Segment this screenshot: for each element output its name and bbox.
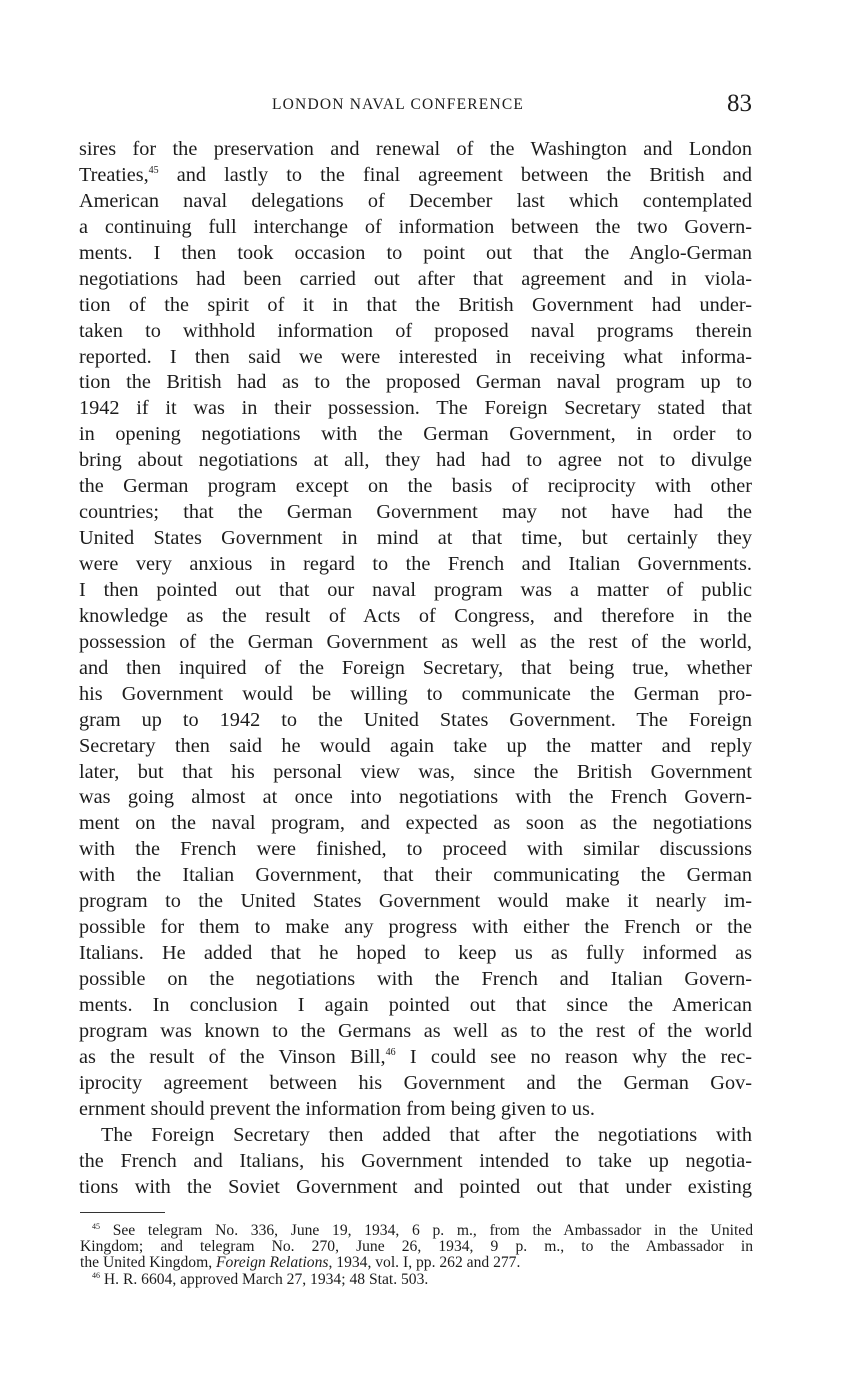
text-line: program to the United States Government would make it nearly im- bbox=[79, 890, 752, 913]
text-line: ernment should prevent the information from being given to us. bbox=[79, 1097, 595, 1120]
text-line: possession of the German Government as well as the rest of the world, bbox=[79, 630, 752, 653]
footnote-ref-45: 45 bbox=[148, 164, 159, 176]
text-line: in opening negotiations with the German Government, in order to bbox=[79, 423, 752, 446]
text-line: I then pointed out that our naval program was a matter of public bbox=[79, 578, 752, 601]
text-line: United States Government in mind at that time, but certainly they bbox=[79, 527, 752, 550]
footnotes bbox=[80, 1223, 753, 1288]
text-line: the German program except on the basis of reciprocity with other bbox=[79, 475, 752, 498]
text-line: tions with the Soviet Government and pointed out that under existing bbox=[79, 1175, 752, 1198]
publication-title: Foreign Relations bbox=[216, 1254, 329, 1272]
text-line: knowledge as the result of Acts of Congress, and therefore in the bbox=[79, 604, 752, 627]
text-line: program was known to the Germans as well as to the rest of the world bbox=[79, 1019, 752, 1042]
text-line: sires for the preservation and renewal of the Washington and London bbox=[79, 138, 752, 160]
footnote-text: , pp. 262 and 277. bbox=[408, 1254, 521, 1272]
text-line: with the French were finished, to proceed with similar discussions bbox=[79, 838, 752, 861]
text-fragment: as the result of the Vinson Bill, bbox=[79, 1045, 386, 1068]
footnote-text: H. R. 6604, approved March 27, 1934; 48 Stat. 503. bbox=[100, 1270, 429, 1288]
footnote-45-line: Kingdom; and telegram No. 270, June 26, 1934, 9 p. m., to the Ambassador in bbox=[80, 1238, 753, 1256]
footnote-divider bbox=[80, 1212, 165, 1213]
page-number: 83 bbox=[727, 90, 752, 117]
text-line: bring about negotiations at all, they had had to agree not to divulge bbox=[79, 449, 752, 472]
text-fragment: and lastly to the final agreement between the British and bbox=[158, 163, 752, 186]
footnote-text: See telegram No. 336, June 19, 1934, 6 p. m., from the Ambassador in the United bbox=[100, 1222, 753, 1239]
text-line: The Foreign Secretary then added that after the negotiations with bbox=[101, 1123, 752, 1146]
text-line: possible on the negotiations with the French and Italian Govern- bbox=[79, 968, 752, 990]
text-line: iprocity agreement between his Government and the German Gov- bbox=[79, 1071, 752, 1094]
text-line: possible for them to make any progress with either the French or the bbox=[79, 916, 752, 939]
text-line: ment on the naval program, and expected as soon as the negotiations bbox=[79, 812, 752, 835]
text-line: Secretary then said he would again take up the matter and reply bbox=[79, 734, 752, 757]
text-line: his Government would be willing to communicate the German pro- bbox=[79, 682, 752, 705]
footnote-marker: 45 bbox=[92, 1222, 100, 1231]
text-fragment: Treaties, bbox=[79, 163, 149, 186]
text-line: a continuing full interchange of information between the two Govern- bbox=[79, 215, 752, 238]
text-line: were very anxious in regard to the French and Italian Governments. bbox=[79, 553, 752, 575]
text-line: and then inquired of the Foreign Secretary, that being true, whether bbox=[79, 656, 752, 679]
footnote-45 bbox=[80, 1223, 753, 1239]
text-line: reported. I then said we were interested in receiving what informa- bbox=[79, 345, 752, 368]
text-line: American naval delegations of December last which contemplated bbox=[79, 189, 752, 212]
text-line: ments. I then took occasion to point out that the Anglo-German bbox=[79, 241, 752, 264]
text-line: was going almost at once into negotiations with the French Govern- bbox=[79, 786, 752, 809]
running-head: LONDON NAVAL CONFERENCE bbox=[272, 96, 525, 113]
text-line: later, but that his personal view was, since the British Government bbox=[79, 760, 752, 783]
footnote-45-line bbox=[80, 1255, 753, 1271]
text-line bbox=[79, 163, 752, 189]
text-line bbox=[79, 1045, 752, 1071]
footnote-text: , 1934, vol. bbox=[328, 1254, 403, 1272]
footnote-marker: 46 bbox=[92, 1270, 100, 1280]
footnote-46 bbox=[80, 1272, 753, 1288]
volume-number: I bbox=[402, 1254, 409, 1272]
body-text bbox=[79, 137, 752, 1200]
text-line: tion of the spirit of it in that the British Government had under- bbox=[79, 293, 752, 316]
page-header bbox=[0, 90, 850, 122]
text-line: taken to withhold information of proposed naval programs therein bbox=[79, 319, 752, 342]
text-line: tion the British had as to the proposed German naval program up to bbox=[79, 371, 752, 394]
footnote-text: the United Kingdom, bbox=[80, 1254, 216, 1272]
footnote-ref-46: 46 bbox=[385, 1046, 396, 1058]
text-line: negotiations had been carried out after that agreement and in viola- bbox=[79, 267, 752, 290]
text-line: countries; that the German Government may not have had the bbox=[79, 501, 752, 524]
text-line: with the Italian Government, that their communicating the German bbox=[79, 864, 752, 887]
text-fragment: I could see no reason why the rec- bbox=[395, 1045, 752, 1068]
text-line: the French and Italians, his Government intended to take up negotia- bbox=[79, 1149, 752, 1172]
text-line: 1942 if it was in their possession. The Foreign Secretary stated that bbox=[79, 397, 752, 420]
text-line: Italians. He added that he hoped to keep us as fully informed as bbox=[79, 942, 752, 965]
text-line: gram up to 1942 to the United States Government. The Foreign bbox=[79, 708, 752, 731]
text-line: ments. In conclusion I again pointed out that since the American bbox=[79, 993, 752, 1016]
